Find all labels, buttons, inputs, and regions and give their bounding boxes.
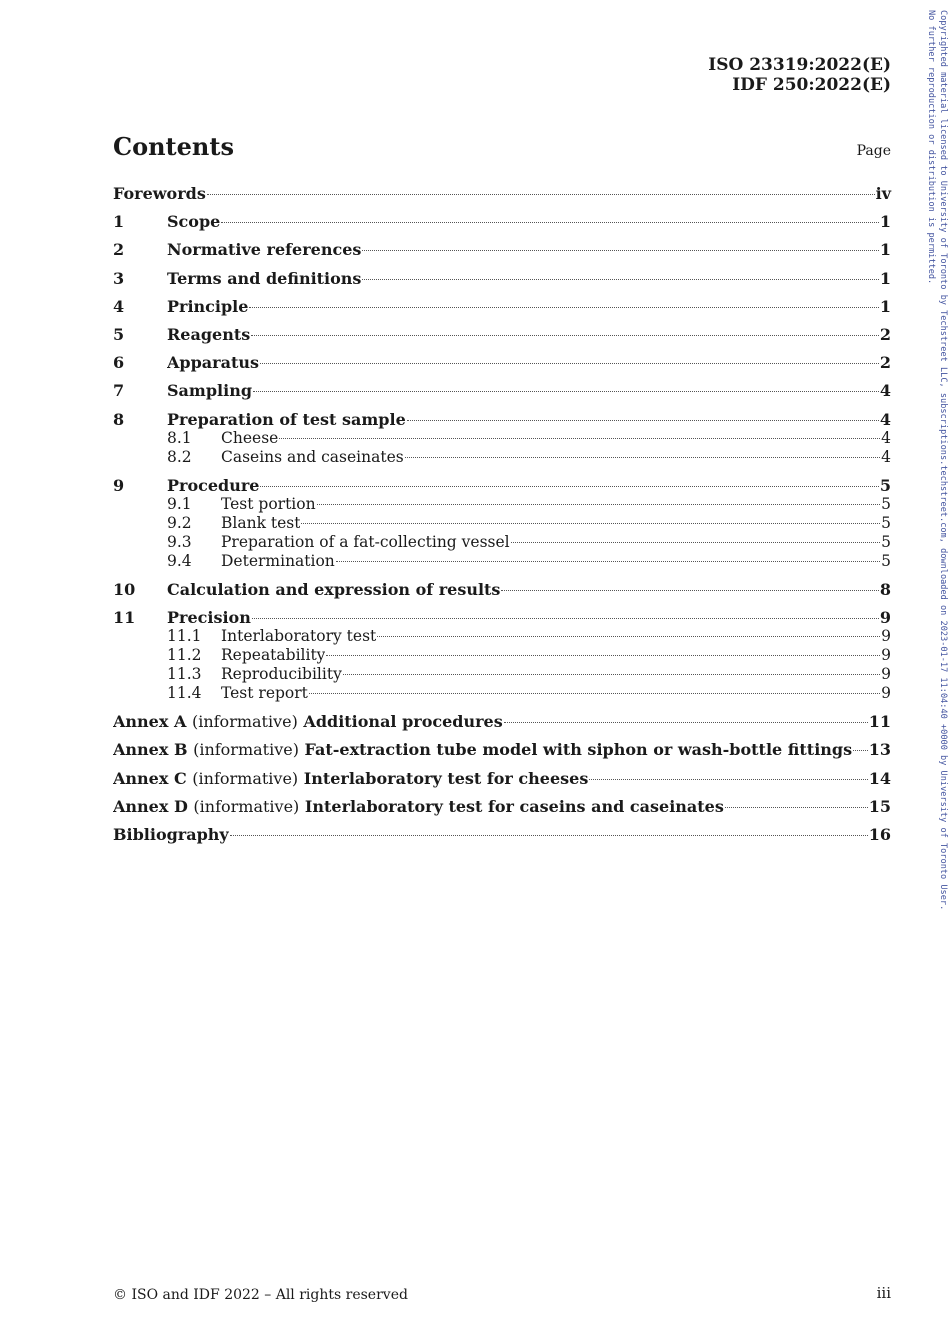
toc-entry-page: 11 [868, 712, 891, 732]
toc-entry-page: 13 [868, 740, 891, 760]
dot-leader [279, 438, 880, 439]
toc-entry-number: 3 [113, 268, 125, 288]
toc-entry-title [113, 740, 852, 759]
toc-entry-title: Test portion [221, 494, 316, 513]
toc-subentry[interactable] [113, 665, 891, 684]
toc-entry-title: Reagents [167, 324, 251, 344]
annex-label: Annex D [113, 796, 188, 816]
dot-leader [207, 194, 875, 195]
toc-subentry[interactable] [113, 429, 891, 448]
license-watermark [925, 10, 949, 910]
toc-entry-page: 2 [879, 324, 891, 344]
toc-entry[interactable] [113, 353, 891, 372]
toc-entry-number: 11.3 [167, 665, 202, 684]
toc-entry[interactable] [113, 712, 891, 731]
dot-leader [301, 523, 880, 524]
dot-leader [317, 504, 881, 505]
toc-entry-title [113, 712, 503, 731]
toc-entry-number: 6 [113, 353, 125, 373]
dot-leader [501, 590, 878, 591]
toc-entry-title: Preparation of test sample [167, 409, 406, 429]
annex-title: Interlaboratory test for caseins and caseinates [304, 796, 724, 816]
toc-subentry[interactable] [113, 495, 891, 514]
toc-entry-title: Sampling [167, 381, 253, 401]
toc-entry[interactable] [113, 325, 891, 344]
toc-entry-page: 14 [868, 768, 891, 788]
dot-leader [725, 807, 868, 808]
dot-leader [589, 779, 867, 780]
toc-entry[interactable] [113, 825, 891, 844]
standard-identifier [708, 55, 891, 95]
toc-entry-title: Normative references [167, 240, 362, 260]
toc-entry[interactable] [113, 580, 891, 599]
toc-entry-page: 16 [868, 825, 891, 844]
toc-entry[interactable] [113, 608, 891, 627]
page-column-label: Page [856, 143, 891, 159]
toc-subentry[interactable] [113, 514, 891, 533]
toc-entry-number: 1 [113, 212, 125, 232]
annex-note: (informative) [192, 768, 299, 788]
toc-entry-number: 8 [113, 409, 125, 429]
toc-entry-number: 9.1 [167, 494, 192, 513]
dot-leader [504, 722, 868, 723]
toc-entry[interactable] [113, 410, 891, 429]
toc-entry-page: 9 [881, 646, 891, 665]
toc-entry-title: Bibliography [113, 825, 229, 844]
toc-entry-page: 1 [879, 240, 891, 260]
toc-entry-title: Forewords [113, 184, 206, 203]
annex-note: (informative) [193, 796, 300, 816]
toc-entry-page: 5 [881, 532, 891, 551]
annex-title: Interlaboratory test for cheeses [303, 768, 589, 788]
toc-entry-page: 1 [879, 268, 891, 288]
toc-entry-number: 11.4 [167, 684, 202, 703]
toc-entry-page: 15 [868, 796, 891, 816]
toc-entry-title: Terms and definitions [167, 268, 362, 288]
toc-entry-title: Blank test [221, 513, 301, 532]
dot-leader [260, 486, 878, 487]
toc-entry-title: Reproducibility [221, 665, 342, 684]
toc-entry[interactable] [113, 797, 891, 816]
toc-entry-title: Repeatability [221, 646, 326, 665]
toc-entry-page: 9 [881, 665, 891, 684]
toc-entry-number: 7 [113, 381, 125, 401]
dot-leader [407, 420, 879, 421]
toc-subentry[interactable] [113, 448, 891, 467]
toc-entry-title: Scope [167, 212, 221, 232]
toc-entry-page: 4 [881, 428, 891, 447]
dot-leader [249, 307, 878, 308]
annex-title: Fat-extraction tube model with siphon or wash-bottle fittings [304, 740, 853, 760]
toc-entry-number: 9.2 [167, 513, 192, 532]
toc-entry[interactable] [113, 769, 891, 788]
toc-entry-number: 11.2 [167, 646, 202, 665]
toc-entry-page: 1 [879, 212, 891, 232]
dot-leader [362, 250, 878, 251]
toc-entry-page: 8 [879, 579, 891, 599]
dot-leader [260, 363, 879, 364]
toc-entry-page: 5 [879, 475, 891, 495]
toc-entry-page: 9 [881, 684, 891, 703]
toc-entry-number: 9.4 [167, 551, 192, 570]
toc-entry[interactable] [113, 212, 891, 231]
toc-entry-number: 11 [113, 608, 136, 628]
toc-entry-page: 9 [879, 608, 891, 628]
page-title: Contents [113, 132, 234, 161]
copyright-notice: © ISO and IDF 2022 – All rights reserved [113, 1287, 408, 1303]
toc-entry-title: Precision [167, 608, 251, 628]
toc-entry-number: 9.3 [167, 532, 192, 551]
toc-entry-title [113, 769, 588, 788]
toc-entry-page: 5 [881, 513, 891, 532]
toc-entry-title [113, 797, 724, 816]
toc-entry-page: 4 [881, 447, 891, 466]
idf-number: IDF 250:2022(E) [732, 75, 891, 95]
dot-leader [511, 542, 880, 543]
toc-entry-number: 11.1 [167, 627, 202, 646]
toc-entry[interactable] [113, 381, 891, 400]
annex-note: (informative) [191, 712, 298, 732]
toc-subentry[interactable] [113, 684, 891, 703]
toc-entry-page: 5 [881, 551, 891, 570]
dot-leader [405, 457, 880, 458]
toc-entry-number: 9 [113, 475, 125, 495]
dot-leader [251, 335, 879, 336]
toc-subentry[interactable] [113, 646, 891, 665]
toc-entry[interactable] [113, 184, 891, 203]
toc-entry-page: 4 [879, 409, 891, 429]
toc-entry[interactable] [113, 740, 891, 759]
toc-entry[interactable] [113, 297, 891, 316]
page-number: iii [876, 1284, 891, 1302]
dot-leader [253, 391, 879, 392]
toc-entry-title: Preparation of a fat-collecting vessel [221, 532, 510, 551]
annex-label: Annex C [113, 768, 187, 788]
toc-entry-page: 1 [879, 296, 891, 316]
license-line-1: Copyrighted material licensed to University of Toronto by Techstreet LLC, subscriptions.techstreet.com, downloaded on 2023-01-17 11:04:40 +0000 by University of Toronto User. [938, 10, 948, 911]
toc-entry[interactable] [113, 240, 891, 259]
toc-subentry[interactable] [113, 533, 891, 552]
toc-entry-number: 8.1 [167, 428, 192, 447]
toc-entry-page: 2 [879, 353, 891, 373]
toc-subentry[interactable] [113, 552, 891, 571]
table-of-contents [113, 184, 891, 844]
dot-leader [377, 636, 880, 637]
dot-leader [362, 279, 878, 280]
dot-leader [309, 693, 880, 694]
dot-leader [230, 835, 868, 836]
toc-entry-page: 9 [881, 627, 891, 646]
toc-entry-title: Principle [167, 296, 249, 316]
iso-number: ISO 23319:2022(E) [708, 55, 891, 75]
toc-entry-page: 5 [881, 494, 891, 513]
dot-leader [343, 674, 880, 675]
dot-leader [252, 618, 879, 619]
toc-entry-number: 4 [113, 296, 125, 316]
toc-entry-title: Procedure [167, 475, 260, 495]
toc-entry[interactable] [113, 476, 891, 495]
toc-entry-title: Apparatus [167, 353, 259, 373]
toc-entry[interactable] [113, 269, 891, 288]
toc-entry-page: iv [875, 184, 891, 203]
annex-label: Annex A [113, 712, 187, 732]
dot-leader [221, 222, 879, 223]
annex-label: Annex B [113, 740, 188, 760]
dot-leader [336, 561, 880, 562]
license-line-2: No further reproduction or distribution is permitted. [926, 10, 936, 285]
toc-entry-title: Calculation and expression of results [167, 579, 501, 599]
toc-entry-number: 5 [113, 324, 125, 344]
toc-entry-title: Interlaboratory test [221, 627, 377, 646]
dot-leader [853, 750, 868, 751]
toc-entry-number: 2 [113, 240, 125, 260]
toc-entry-title: Cheese [221, 428, 279, 447]
toc-entry-number: 8.2 [167, 447, 192, 466]
toc-entry-title: Determination [221, 551, 335, 570]
toc-entry-page: 4 [879, 381, 891, 401]
toc-entry-title: Test report [221, 684, 308, 703]
toc-subentry[interactable] [113, 627, 891, 646]
annex-note: (informative) [193, 740, 299, 760]
toc-entry-title: Caseins and caseinates [221, 447, 404, 466]
dot-leader [326, 655, 880, 656]
annex-title: Additional procedures [303, 712, 503, 732]
toc-entry-number: 10 [113, 579, 136, 599]
